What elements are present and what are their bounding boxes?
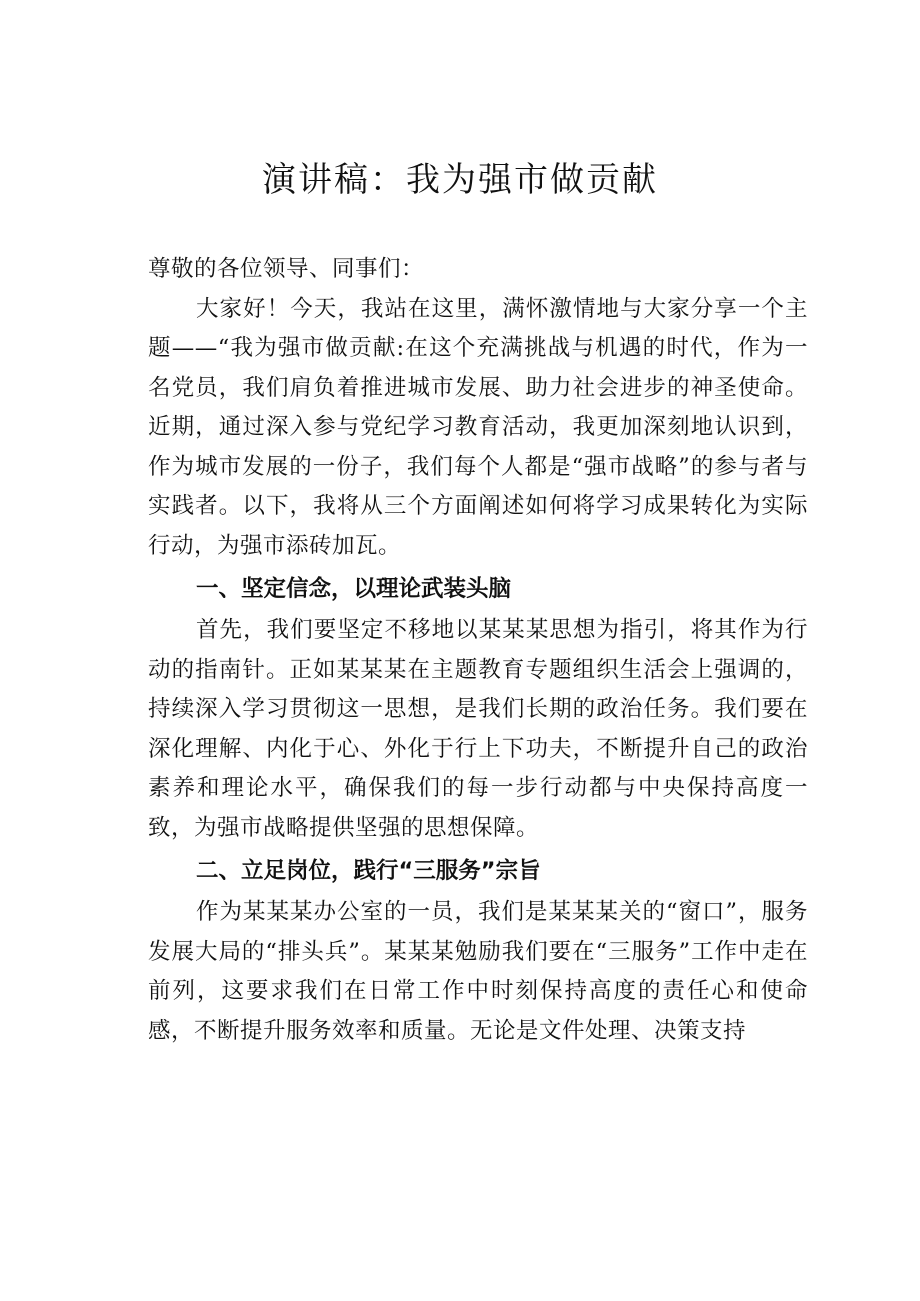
section-heading-1: 一、坚定信念，以理论武装头脑 <box>196 576 512 602</box>
section-paragraph-1: 首先，我们要坚定不移地以某某某思想为指引，将其作为行动的指南针。正如某某某在主题教育专题组织生活会上强调的，持续深入学习贯彻这一思想，是我们长期的政治任务。我们要在深化理解、内化于心、外化于行上下功夫，不断提升自己的政治素养和理论水平，确保我们的每一步行动都与中央保持高度一致，为强市战略提供坚强的思想保障。 <box>148 617 808 841</box>
section-heading-2: 二、立足岗位，践行“三服务”宗旨 <box>196 858 541 884</box>
document-body <box>148 250 808 1051</box>
intro-paragraph: 大家好！今天，我站在这里，满怀激情地与大家分享一个主题——“我为强市做贡献:在这个充满挑战与机遇的时代，作为一名党员，我们肩负着推进城市发展、助力社会进步的神圣使命。近期，通过深入参与党纪学习教育活动，我更加深刻地认识到，作为城市发展的一份子，我们每个人都是“强市战略”的参与者与实践者。以下，我将从三个方面阐述如何将学习成果转化为实际行动，为强市添砖加瓦。 <box>148 295 808 559</box>
salutation: 尊敬的各位领导、同事们： <box>148 256 425 282</box>
document-title: 演讲稿：我为强市做贡献 <box>262 160 658 200</box>
section-paragraph-2: 作为某某某办公室的一员，我们是某某某关的“窗口”，服务发展大局的“排头兵”。某某某勉励我们要在“三服务”工作中走在前列，这要求我们在日常工作中时刻保持高度的责任心和使命感，不断提升服务效率和质量。无论是文件处理、决策支持 <box>148 899 808 1044</box>
